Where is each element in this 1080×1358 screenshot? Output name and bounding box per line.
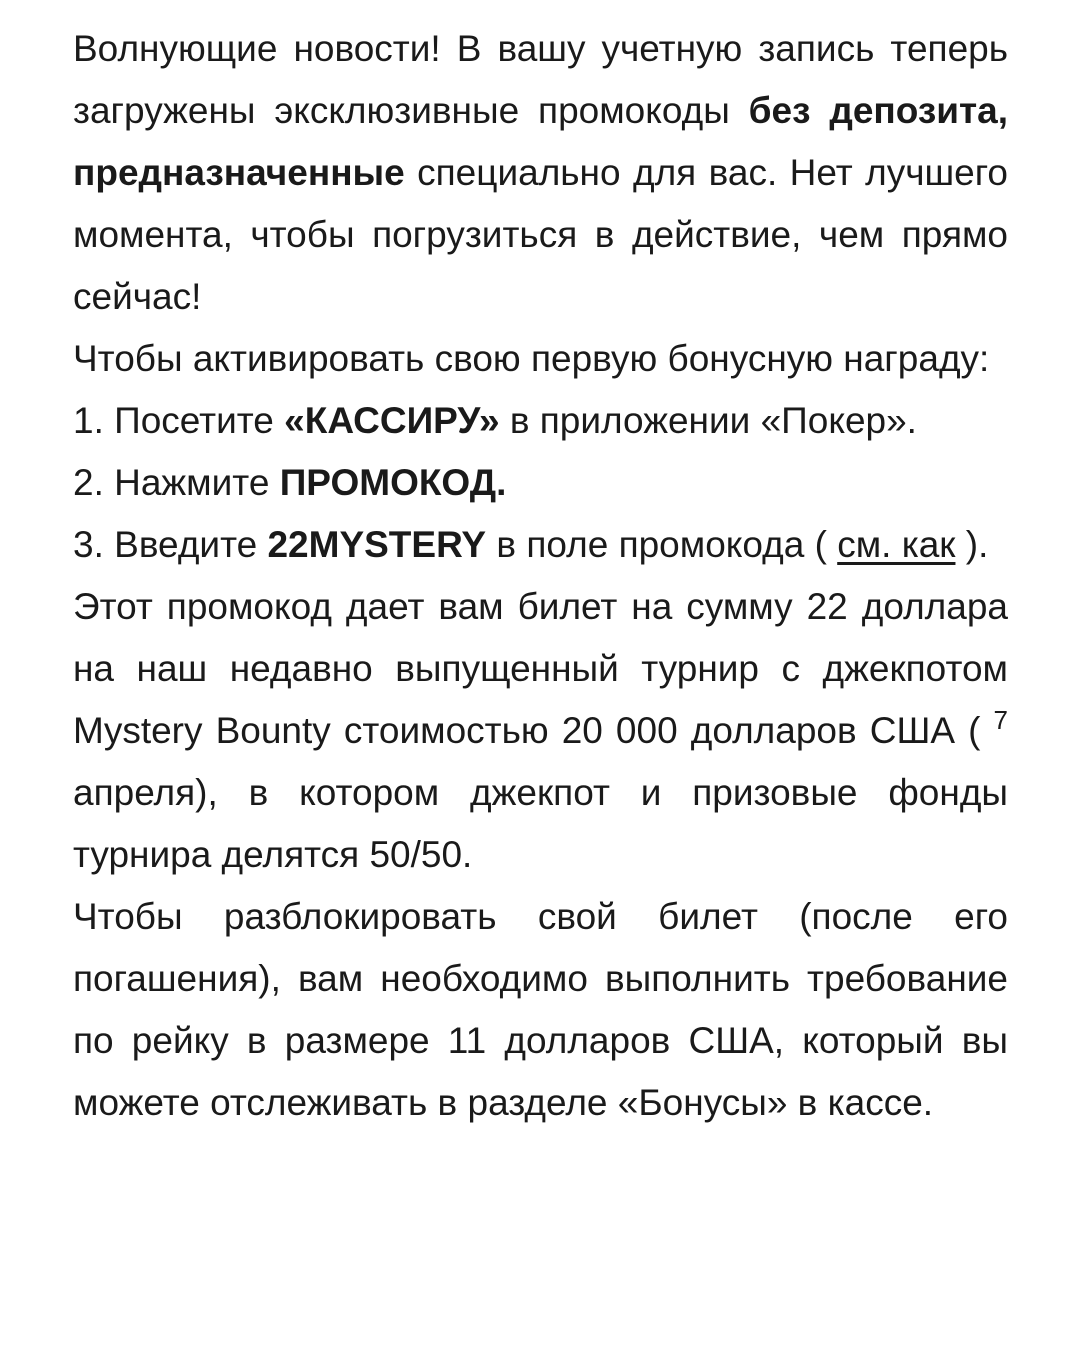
- see-how-link[interactable]: см. как: [837, 524, 956, 565]
- step-1-prefix: 1. Посетите: [73, 400, 285, 441]
- intro-text-end: специально для вас. Нет лучшего момента, чтобы погрузиться в действие, чем прямо сейчас!: [73, 152, 1008, 317]
- step-2: [73, 452, 1008, 514]
- step-2-promocode-label: ПРОМОКОД.: [279, 462, 507, 503]
- step-1-suffix: в приложении «Покер».: [499, 400, 917, 441]
- step-2-prefix: 2. Нажмите: [73, 462, 280, 503]
- intro-text-start: Волнующие новости! В вашу учетную запись теперь загружены эксклюзивные промокоды: [73, 28, 1008, 131]
- ticket-paragraph: [73, 576, 1008, 886]
- article-body: [73, 18, 1008, 1134]
- intro-bold-text: без депозита, предназначенные: [73, 90, 1008, 193]
- promo-code: 22MYSTERY: [267, 524, 487, 565]
- step-1: [73, 390, 1008, 452]
- step-3-prefix: 3. Введите: [73, 524, 268, 565]
- date-superscript: 7: [993, 705, 1008, 735]
- ticket-text-end: апреля), в котором джекпот и призовые фонды турнира делятся 50/50.: [73, 772, 1008, 875]
- step-3-middle: в поле промокода (: [486, 524, 838, 565]
- step-3-suffix: ).: [955, 524, 989, 565]
- step-1-cashier-label: «КАССИРУ»: [284, 400, 500, 441]
- intro-paragraph: [73, 18, 1008, 328]
- step-3: [73, 514, 1008, 576]
- unlock-paragraph: Чтобы разблокировать свой билет (после его погашения), вам необходимо выполнить требование по рейку в размере 11 долларов США, который вы можете отслеживать в разделе «Бонусы» в кассе.: [73, 896, 1008, 1123]
- activate-paragraph: Чтобы активировать свою первую бонусную награду:: [73, 338, 990, 379]
- ticket-text-start: Этот промокод дает вам билет на сумму 22 доллара на наш недавно выпущенный турнир с джекпотом Mystery Bounty стоимостью 20 000 долларов США (: [73, 586, 1008, 751]
